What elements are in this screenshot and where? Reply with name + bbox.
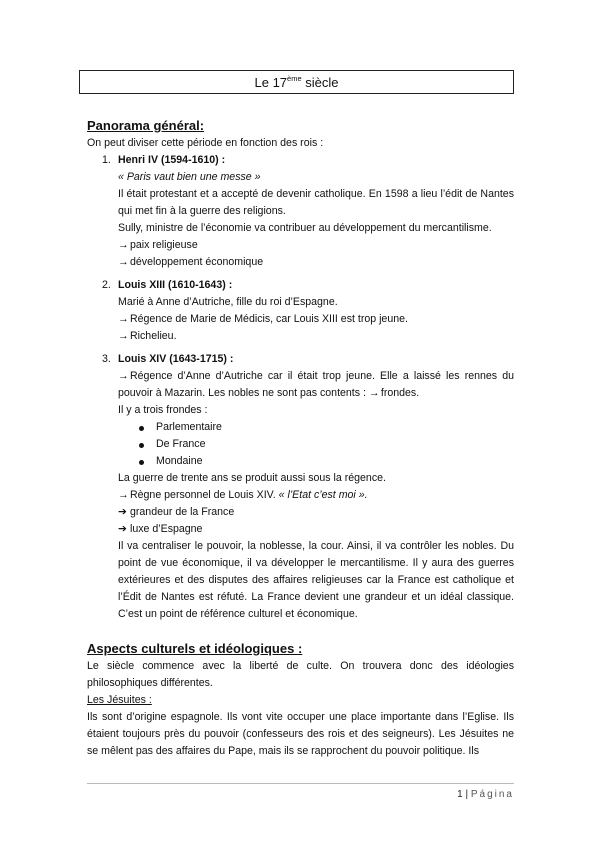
arrow-item xyxy=(118,487,514,504)
arrow-text: luxe d’Espagne xyxy=(130,523,203,535)
arrow-icon: → xyxy=(118,256,129,268)
list-number: 3. xyxy=(102,353,111,365)
list-item xyxy=(118,453,514,470)
arrow-icon: → xyxy=(118,239,129,251)
paragraph: Marié à Anne d’Autriche, fille du roi d’Espagne. xyxy=(118,296,338,308)
paragraph xyxy=(118,368,514,402)
arrow-item xyxy=(118,521,514,538)
title-main: Le 17 xyxy=(254,75,288,90)
panorama-intro: On peut diviser cette période en fonction des rois : xyxy=(87,137,324,149)
arrow-item xyxy=(118,504,514,521)
arrow-text: Régence de Marie de Médicis, car Louis XIII est trop jeune. xyxy=(130,313,408,325)
arrow-icon: → xyxy=(118,489,129,501)
footer-divider xyxy=(87,783,514,784)
arrow-text: développement économique xyxy=(130,256,264,268)
bullet-icon xyxy=(139,443,144,448)
bullet-icon xyxy=(139,460,144,465)
bold-arrow-icon: ➔ xyxy=(118,523,127,535)
paragraph: Le siècle commence avec la liberté de culte. On trouvera donc des idéologies philosophiques différentes. xyxy=(87,660,514,689)
page-number: 1 xyxy=(457,789,463,800)
paragraph-text: Régence d’Anne d’Autriche car il était trop jeune. Elle a laissé les rennes du pouvoir à Mazarin. Les nobles ne sont pas contents : xyxy=(118,370,514,399)
paragraph: Sully, ministre de l’économie va contribuer au développement du mercantilisme. xyxy=(118,222,492,234)
frondes-intro: Il y a trois frondes : xyxy=(118,404,208,416)
paragraph-text: frondes. xyxy=(380,387,420,399)
arrow-text: grandeur de la France xyxy=(130,506,235,518)
arrow-icon: → xyxy=(118,370,129,382)
frondes-list xyxy=(118,419,514,470)
arrow-text: Règne personnel de Louis XIV. xyxy=(130,489,276,501)
list-item-text: Mondaine xyxy=(156,455,203,467)
title-superscript: ème xyxy=(287,74,302,83)
list-item xyxy=(118,419,514,436)
list-item xyxy=(118,436,514,453)
kings-list xyxy=(87,152,514,623)
king-name: Henri IV (1594-1610) : xyxy=(118,154,226,166)
arrow-icon: → xyxy=(118,330,129,342)
title-rest: siècle xyxy=(301,75,339,90)
list-number: 2. xyxy=(102,279,111,291)
arrow-text: paix religieuse xyxy=(130,239,198,251)
king-name: Louis XIV (1643-1715) : xyxy=(118,353,234,365)
document-title xyxy=(79,70,514,94)
paragraph: Ils sont d’origine espagnole. Ils vont vite occuper une place importante dans l’Eglise. Ils étaient toujours près du pouvoir (confesseurs des rois et des seigneurs). Les Jésuites ne se mêlent pas des affaires du Pape, mais ils se rapprochent du pouvoir politique. Ils xyxy=(87,711,514,757)
king-item-louis-xiii xyxy=(87,277,514,345)
paragraph: Il va centraliser le pouvoir, la noblesse, la cour. Ainsi, il va contrôler les nobles. Du point de vue économique, il va développer le mercantilisme. Il y aura des guerres extérieures et des disputes des affaires religieuses car la France est catholique et l’Édit de Nantes est réfuté. La France devient une grandeur et un idéal classique. C’est un point de référence culturel et économique. xyxy=(118,540,514,620)
bullet-icon xyxy=(139,426,144,431)
king-quote: « Paris vaut bien une messe » xyxy=(118,171,261,183)
paragraph: Il était protestant et a accepté de devenir catholique. En 1598 a lieu l’édit de Nantes qui met fin à la guerre des religions. xyxy=(118,188,514,217)
arrow-icon: → xyxy=(368,387,380,399)
arrow-item xyxy=(118,237,514,254)
bold-arrow-icon: ➔ xyxy=(118,506,127,518)
paragraph: La guerre de trente ans se produit aussi sous la régence. xyxy=(118,472,386,484)
king-item-henri-iv xyxy=(87,152,514,271)
subheading-jesuites: Les Jésuites : xyxy=(87,694,152,706)
list-item-text: De France xyxy=(156,438,206,450)
king-name: Louis XIII (1610-1643) : xyxy=(118,279,233,291)
arrow-icon: → xyxy=(118,313,129,325)
list-number: 1. xyxy=(102,154,111,166)
king-item-louis-xiv xyxy=(87,351,514,623)
page-footer xyxy=(457,788,514,802)
section-heading-aspects: Aspects culturels et idéologiques : xyxy=(87,641,303,656)
arrow-item xyxy=(118,311,514,328)
list-item-text: Parlementaire xyxy=(156,421,222,433)
footer-separator: | xyxy=(465,789,469,800)
arrow-item xyxy=(118,254,514,271)
page-word: Página xyxy=(470,789,514,800)
document-body xyxy=(87,117,514,760)
arrow-text: Richelieu. xyxy=(130,330,177,342)
quote-text: « l’Etat c’est moi ». xyxy=(278,489,368,501)
arrow-item xyxy=(118,328,514,345)
section-heading-panorama: Panorama général: xyxy=(87,118,205,133)
